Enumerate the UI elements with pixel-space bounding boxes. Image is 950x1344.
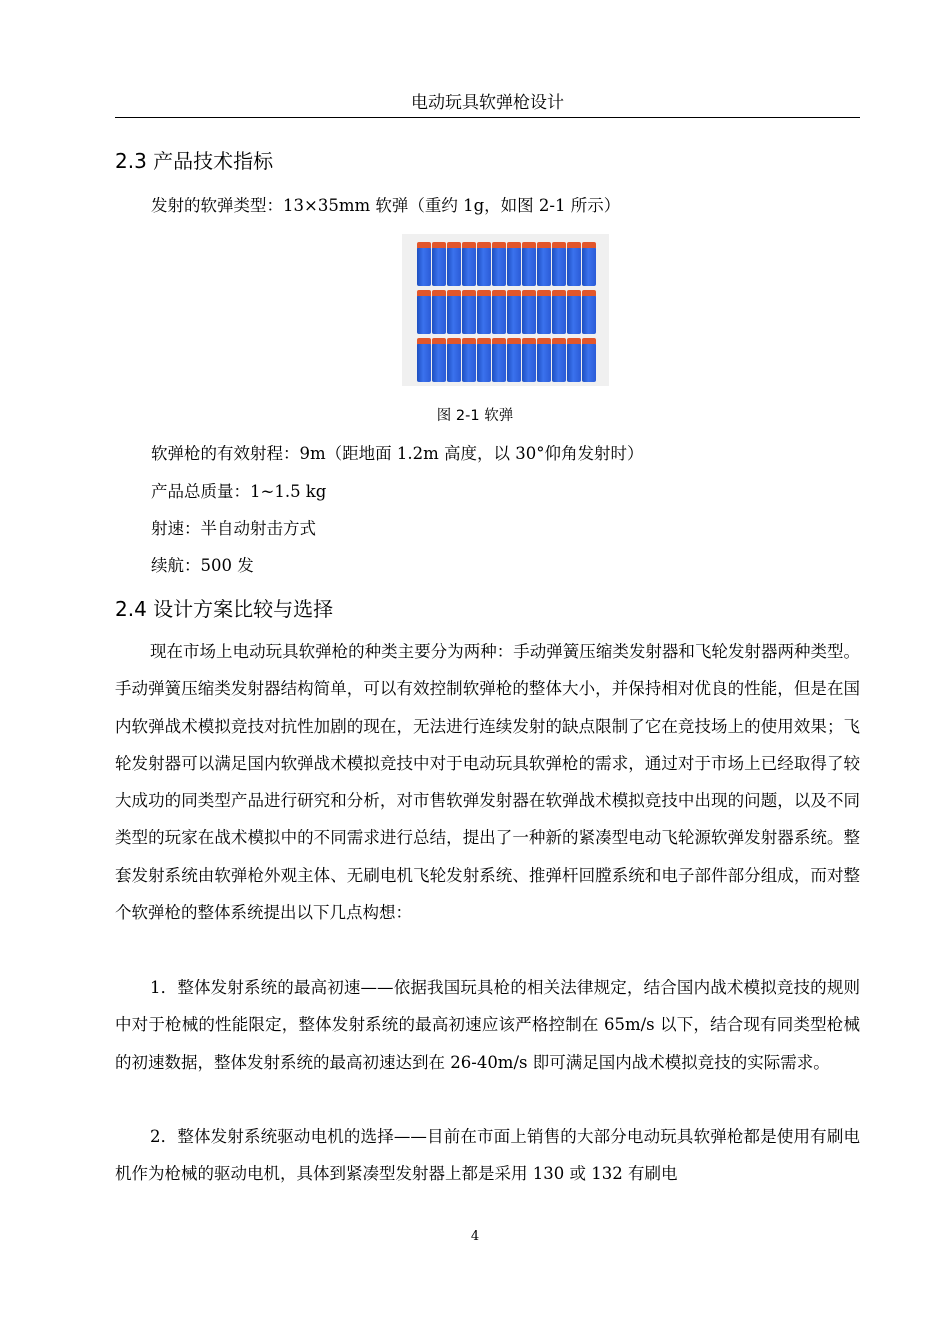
foam-dart: [567, 290, 581, 334]
range-line: 软弹枪的有效射程：9m（距地面 1.2m 高度，以 30°仰角发射时）: [151, 444, 644, 463]
dart-row: [417, 290, 596, 334]
foam-dart: [537, 290, 551, 334]
paragraph-motor-selection: 2．整体发射系统驱动电机的选择——目前在市面上销售的大部分电动玩具软弹枪都是使用有刷电机作为枪械的驱动电机，具体到紧凑型发射器上都是采用 130 或 132 有刷电: [115, 1127, 860, 1184]
header-rule: [115, 117, 860, 118]
foam-dart: [522, 242, 536, 286]
foam-dart: [432, 242, 446, 286]
foam-dart: [522, 290, 536, 334]
figure-caption: 图 2-1 软弹: [436, 408, 514, 424]
foam-dart: [492, 290, 506, 334]
foam-dart: [447, 290, 461, 334]
foam-dart: [447, 338, 461, 382]
foam-dart: [552, 242, 566, 286]
foam-dart: [417, 242, 431, 286]
foam-dart: [522, 338, 536, 382]
fire-rate-line: 射速：半自动射击方式: [151, 519, 316, 538]
figure-soft-darts: [402, 234, 609, 386]
foam-dart: [462, 242, 476, 286]
foam-dart: [477, 290, 491, 334]
foam-dart: [447, 242, 461, 286]
running-header: 电动玩具软弹枪设计: [411, 93, 564, 113]
foam-dart: [477, 242, 491, 286]
paragraph-max-velocity: 1．整体发射系统的最高初速——依据我国玩具枪的相关法律规定，结合国内战术模拟竞技的规则中对于枪械的性能限定，整体发射系统的最高初速应该严格控制在 65m/s 以下，结合现有同类型枪械的初速数据，整体发射系统的最高初速达到在 26-40m/s 即可满足国内战术模拟竞技的实际需求。: [115, 978, 860, 1072]
section-heading-2-4: 2.4 设计方案比较与选择: [115, 597, 334, 621]
foam-dart: [567, 338, 581, 382]
page-number: 4: [470, 1229, 480, 1244]
foam-dart: [462, 290, 476, 334]
foam-dart: [417, 290, 431, 334]
foam-dart: [582, 290, 596, 334]
foam-dart: [552, 290, 566, 334]
foam-dart: [582, 242, 596, 286]
dart-row: [417, 242, 596, 286]
paragraph-design-overview: 现在市场上电动玩具软弹枪的种类主要分为两种：手动弹簧压缩类发射器和飞轮发射器两种类型。手动弹簧压缩类发射器结构简单，可以有效控制软弹枪的整体大小，并保持相对优良的性能，但是在国内软弹战术模拟竞技对抗性加剧的现在，无法进行连续发射的缺点限制了它在竞技场上的使用效果；飞轮发射器可以满足国内软弹战术模拟竞技中对于电动玩具软弹枪的需求，通过对于市场上已经取得了较大成功的同类型产品进行研究和分析，对市售软弹发射器在软弹战术模拟竞技中出现的问题，以及不同类型的玩家在战术模拟中的不同需求进行总结，提出了一种新的紧凑型电动飞轮源软弹发射器系统。整套发射系统由软弹枪外观主体、无刷电机飞轮发射系统、推弹杆回膛系统和电子部件部分组成，而对整个软弹枪的整体系统提出以下几点构想：: [115, 642, 860, 923]
foam-dart: [492, 242, 506, 286]
dart-row: [417, 338, 596, 382]
mass-line: 产品总质量：1~1.5 kg: [151, 482, 327, 501]
section-heading-2-3: 2.3 产品技术指标: [115, 149, 274, 173]
foam-dart: [537, 338, 551, 382]
foam-dart: [462, 338, 476, 382]
endurance-line: 续航：500 发: [151, 556, 254, 575]
foam-dart: [567, 242, 581, 286]
foam-dart: [492, 338, 506, 382]
foam-dart: [537, 242, 551, 286]
foam-dart: [417, 338, 431, 382]
foam-dart: [432, 290, 446, 334]
foam-dart: [477, 338, 491, 382]
foam-dart: [507, 242, 521, 286]
foam-dart: [507, 338, 521, 382]
foam-dart: [552, 338, 566, 382]
foam-dart: [582, 338, 596, 382]
dart-type-line: 发射的软弹类型：13×35mm 软弹（重约 1g，如图 2-1 所示）: [151, 196, 621, 215]
foam-dart: [507, 290, 521, 334]
foam-dart: [432, 338, 446, 382]
